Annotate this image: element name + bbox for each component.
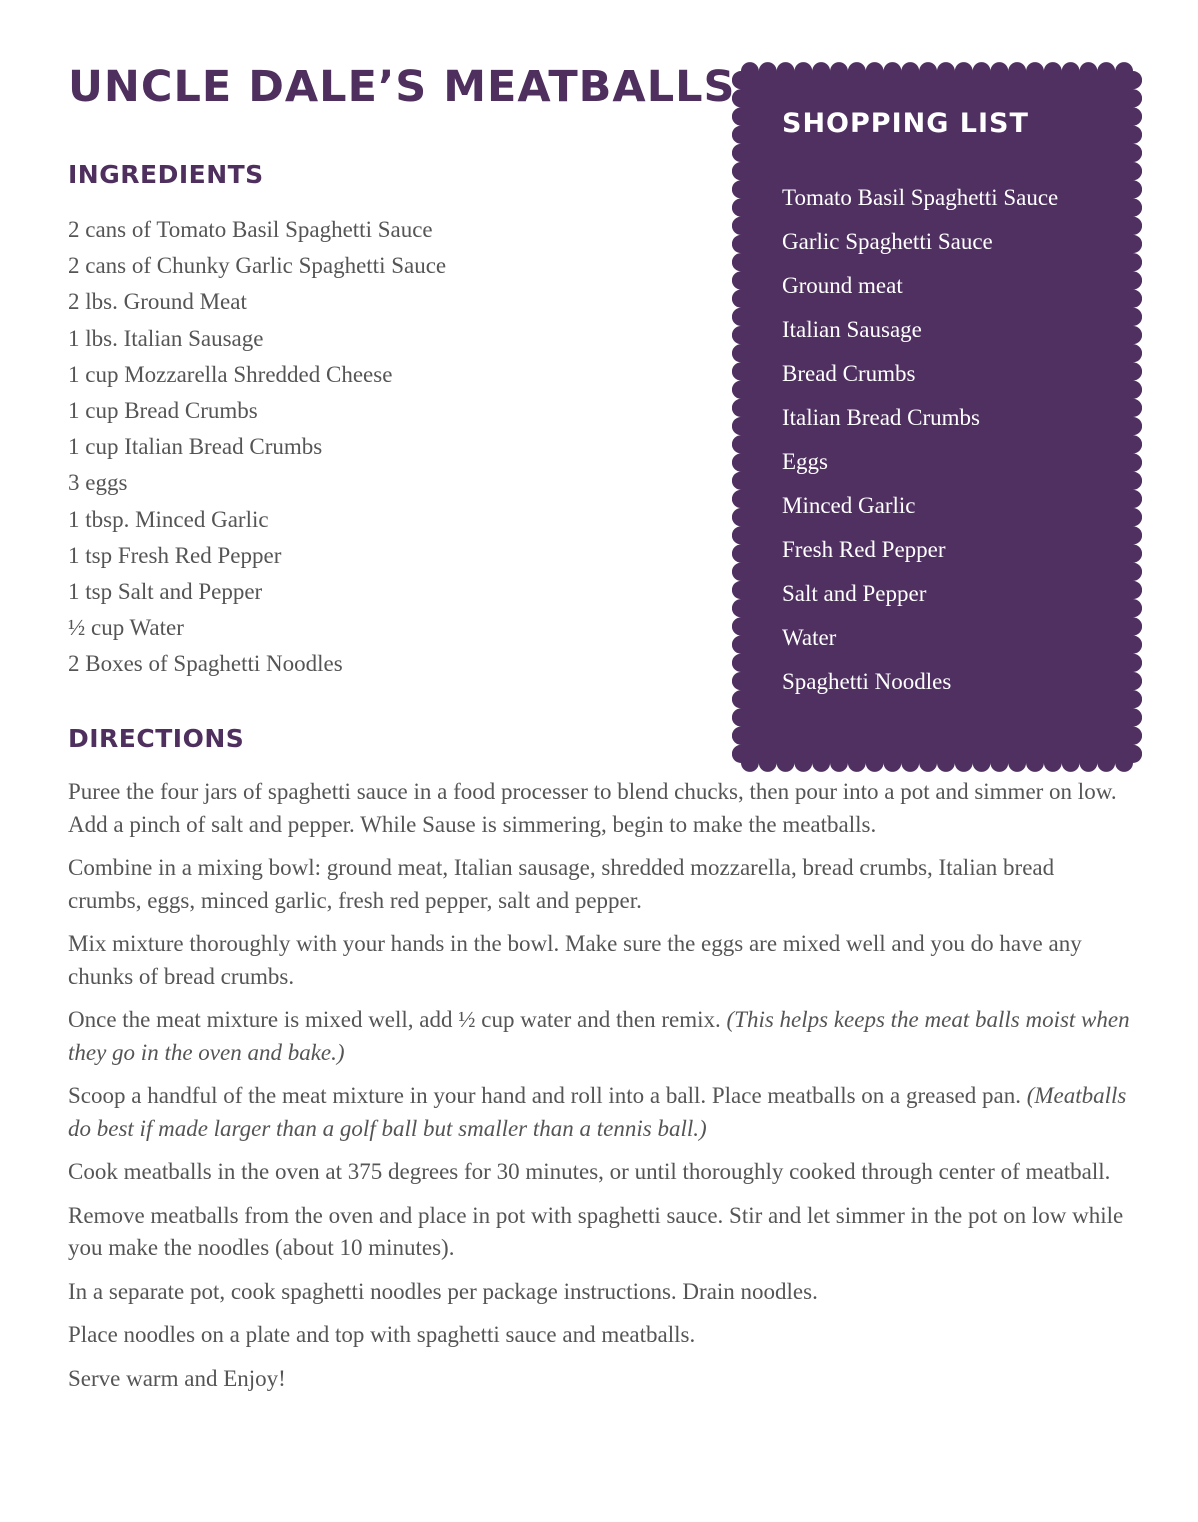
- ingredient-item: 3 eggs: [68, 470, 128, 496]
- shopping-list-item: Ground meat: [782, 273, 903, 298]
- ingredient-item: 2 cans of Tomato Basil Spaghetti Sauce: [68, 217, 433, 242]
- directions-body: [68, 776, 1132, 1406]
- direction-step-text: Mix mixture thoroughly with your hands in the bowl. Make sure the eggs are mixed well and you do have any chunks of bread crumbs.: [68, 931, 1082, 989]
- shopping-list: [782, 182, 1092, 710]
- direction-step-text: Remove meatballs from the oven and place in pot with spaghetti sauce. Stir and let simmer in the pot on low while you make the noodles (about 10 minutes).: [68, 1202, 1124, 1260]
- shopping-list-item: Tomato Basil Spaghetti Sauce: [782, 185, 1059, 210]
- direction-step: [68, 1200, 1132, 1265]
- shopping-list-item: Fresh Red Pepper: [782, 537, 946, 562]
- shopping-list-panel: [732, 62, 1142, 772]
- ingredient-item: 1 cup Bread Crumbs: [68, 398, 258, 424]
- ingredient-item: 1 tbsp. Minced Garlic: [68, 506, 269, 532]
- ingredient-item: 2 cans of Chunky Garlic Spaghetti Sauce: [68, 253, 447, 279]
- shopping-list-item: Eggs: [782, 449, 828, 474]
- ingredient-item: 1 tsp Fresh Red Pepper: [68, 542, 282, 568]
- ingredient-item: 2 Boxes of Spaghetti Noodles: [68, 651, 343, 677]
- directions-heading: DIRECTIONS: [68, 724, 245, 753]
- direction-step: [68, 1319, 1132, 1352]
- direction-step-note: (This helps keeps the meat balls moist when they go in the oven and bake.): [68, 1007, 1130, 1065]
- direction-step: [68, 1363, 1132, 1396]
- direction-step-text: Scoop a handful of the meat mixture in your hand and roll into a ball. Place meatballs on a greased pan.: [68, 1083, 1027, 1108]
- direction-step-text: Combine in a mixing bowl: ground meat, Italian sausage, shredded mozzarella, bread crumbs, Italian bread crumbs, eggs, minced garlic, fresh red pepper, salt and pepper.: [68, 855, 1055, 913]
- ingredient-item: 1 cup Mozzarella Shredded Cheese: [68, 361, 393, 387]
- direction-step-text: Serve warm and Enjoy!: [68, 1365, 286, 1391]
- page-title: UNCLE DALE’S MEATBALLS: [68, 62, 736, 112]
- shopping-list-item: Salt and Pepper: [782, 581, 927, 606]
- ingredient-item: 1 tsp Salt and Pepper: [68, 579, 263, 605]
- direction-step: [68, 852, 1132, 917]
- direction-step: [68, 928, 1132, 993]
- direction-step-text: Cook meatballs in the oven at 375 degrees for 30 minutes, or until thoroughly cooked through center of meatball.: [68, 1159, 1111, 1184]
- direction-step: [68, 776, 1132, 841]
- direction-step-text: Puree the four jars of spaghetti sauce in a food processer to blend chucks, then pour into a pot and simmer on low. Add a pinch of salt and pepper. While Sause is simmering, begin to make the meatballs.: [68, 779, 1117, 837]
- direction-step-text: In a separate pot, cook spaghetti noodles per package instructions. Drain noodles.: [68, 1278, 818, 1304]
- shopping-list-item: Spaghetti Noodles: [782, 669, 952, 694]
- ingredients-heading: INGREDIENTS: [68, 160, 264, 189]
- direction-step-text: Place noodles on a plate and top with spaghetti sauce and meatballs.: [68, 1322, 696, 1347]
- direction-step: [68, 1080, 1132, 1145]
- ingredients-list: [68, 212, 708, 683]
- direction-step-text: Once the meat mixture is mixed well, add ½ cup water and then remix.: [68, 1007, 727, 1032]
- direction-step: [68, 1156, 1132, 1189]
- shopping-list-item: Minced Garlic: [782, 493, 916, 518]
- shopping-list-item: Italian Bread Crumbs: [782, 405, 981, 430]
- ingredient-item: 2 lbs. Ground Meat: [68, 289, 247, 315]
- direction-step: [68, 1004, 1132, 1069]
- shopping-list-item: Bread Crumbs: [782, 361, 916, 386]
- direction-step-note: (Meatballs do best if made larger than a golf ball but smaller than a tennis ball.): [68, 1083, 1127, 1141]
- shopping-list-item: Italian Sausage: [782, 317, 922, 342]
- shopping-list-item: Water: [782, 625, 837, 650]
- shopping-list-heading: SHOPPING LIST: [782, 108, 1029, 139]
- ingredient-item: ½ cup Water: [68, 615, 184, 641]
- ingredient-item: 1 lbs. Italian Sausage: [68, 325, 264, 351]
- direction-step: [68, 1276, 1132, 1309]
- ingredient-item: 1 cup Italian Bread Crumbs: [68, 434, 323, 460]
- shopping-list-item: Garlic Spaghetti Sauce: [782, 229, 993, 254]
